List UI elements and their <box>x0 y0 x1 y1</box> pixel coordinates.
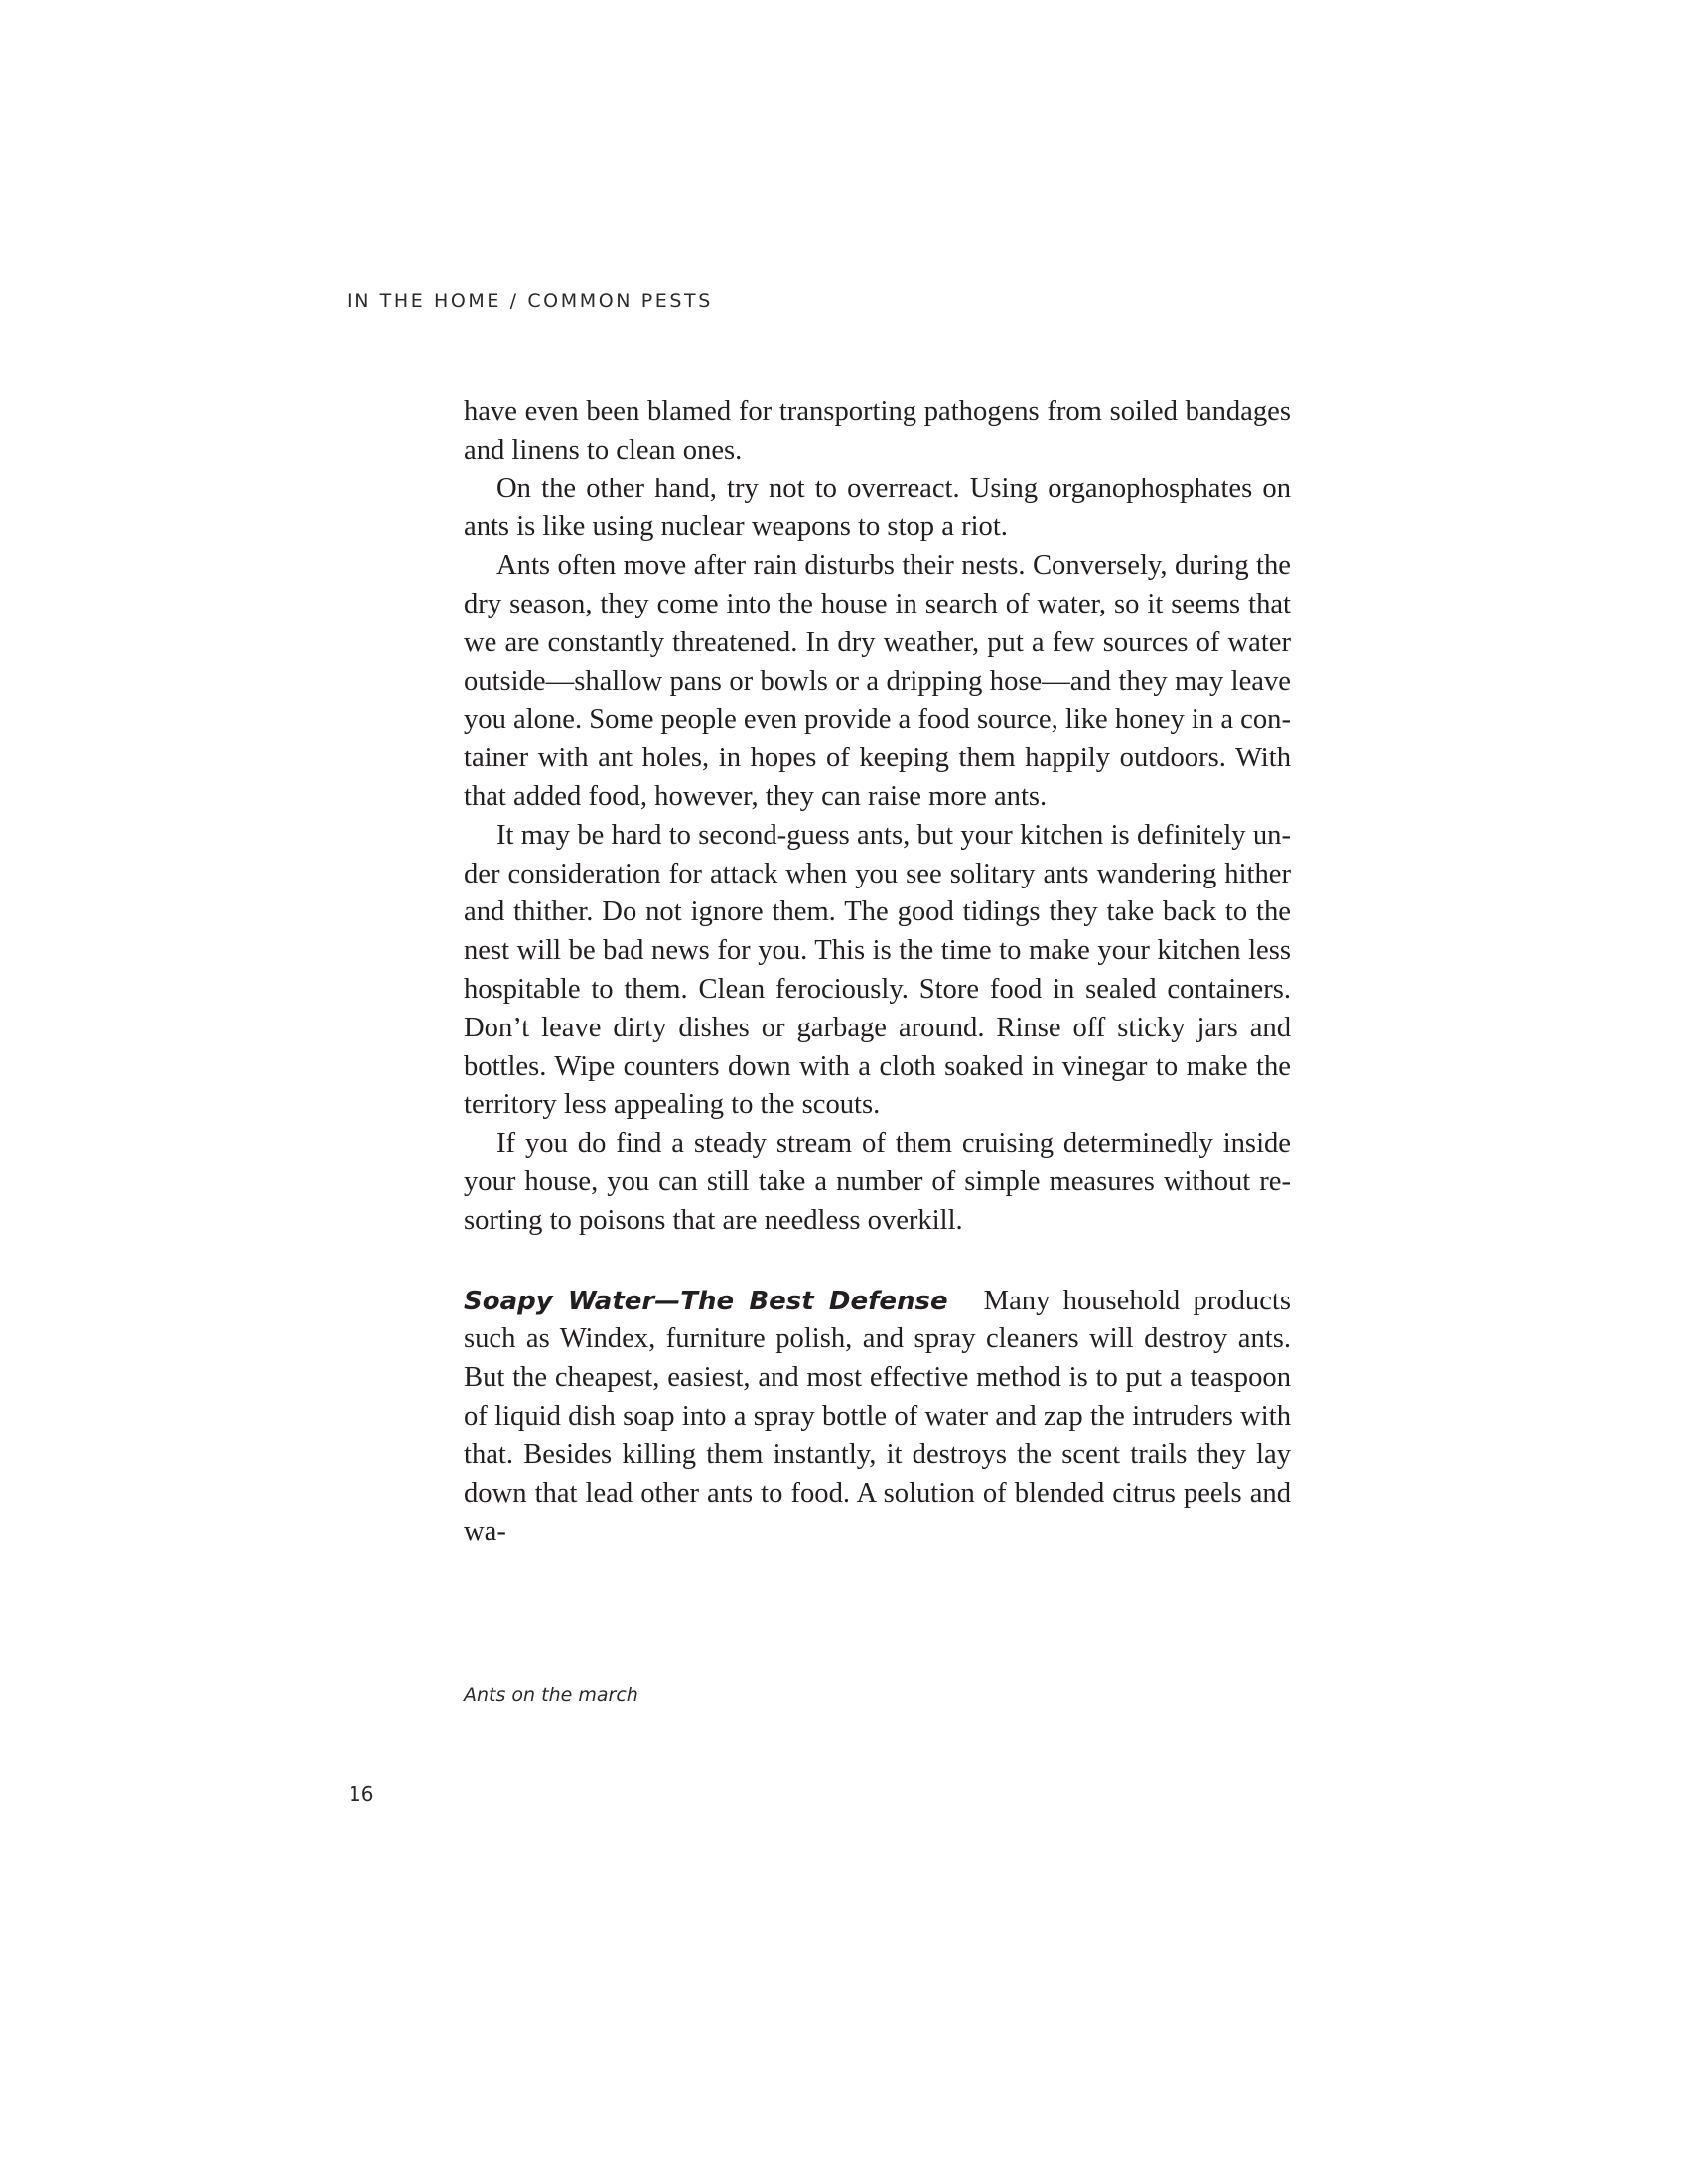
paragraph: If you do find a steady stream of them cruising determinedly inside your house, you can still take a number of simple measures without resorting to poisons that are needless overkill. <box>464 1128 1291 1236</box>
paragraph: On the other hand, try not to overreact. Using organophosphates on ants is like using nuclear weapons to stop a riot. <box>464 473 1291 543</box>
paragraph: It may be hard to second-guess ants, but your kitchen is definitely under consideration for attack when you see solitary ants wandering hither and thither. Do not ignore them. The good tidings they take back to the nest will be bad news for you. This is the time to make your kitchen less hospitable to them. Clean ferociously. Store food in sealed containers. Don’t leave dirty dishes or garbage around. Rinse off sticky jars and bottles. Wipe counters down with a cloth soaked in vinegar to make the territory less appealing to the scouts. <box>464 819 1291 1121</box>
running-head: IN THE HOME / COMMON PESTS <box>347 290 713 312</box>
section-text: Many household products such as Windex, furniture polish, and spray cleaners will destroy ants. But the cheapest, easiest, and most effective method is to put a teaspoon of liquid dish soap into a spray bottle of water and zap the intruders with that. Besides killing them instantly, it destroys the scent trails they lay down that lead other ants to food. A solution of blended citrus peels and wa- <box>464 1285 1291 1548</box>
figure-caption: Ants on the march <box>464 1684 638 1706</box>
body-text <box>464 393 1291 1552</box>
section-paragraph <box>464 1283 1291 1553</box>
paragraph: have even been blamed for transporting pathogens from soiled bandages and linens to clean ones. <box>464 396 1291 466</box>
paragraph: Ants often move after rain disturbs their nests. Conversely, during the dry season, they come into the house in search of water, so it seems that we are constantly threatened. In dry weather, put a few sources of water outside—shallow pans or bowls or a dripping hose—and they may leave you alone. Some people even provide a food source, like honey in a container with ant holes, in hopes of keeping them happily outdoors. With that added food, however, they can raise more ants. <box>464 550 1291 812</box>
section-heading: Soapy Water—The Best Defense <box>464 1286 948 1316</box>
page-number: 16 <box>349 1782 374 1806</box>
